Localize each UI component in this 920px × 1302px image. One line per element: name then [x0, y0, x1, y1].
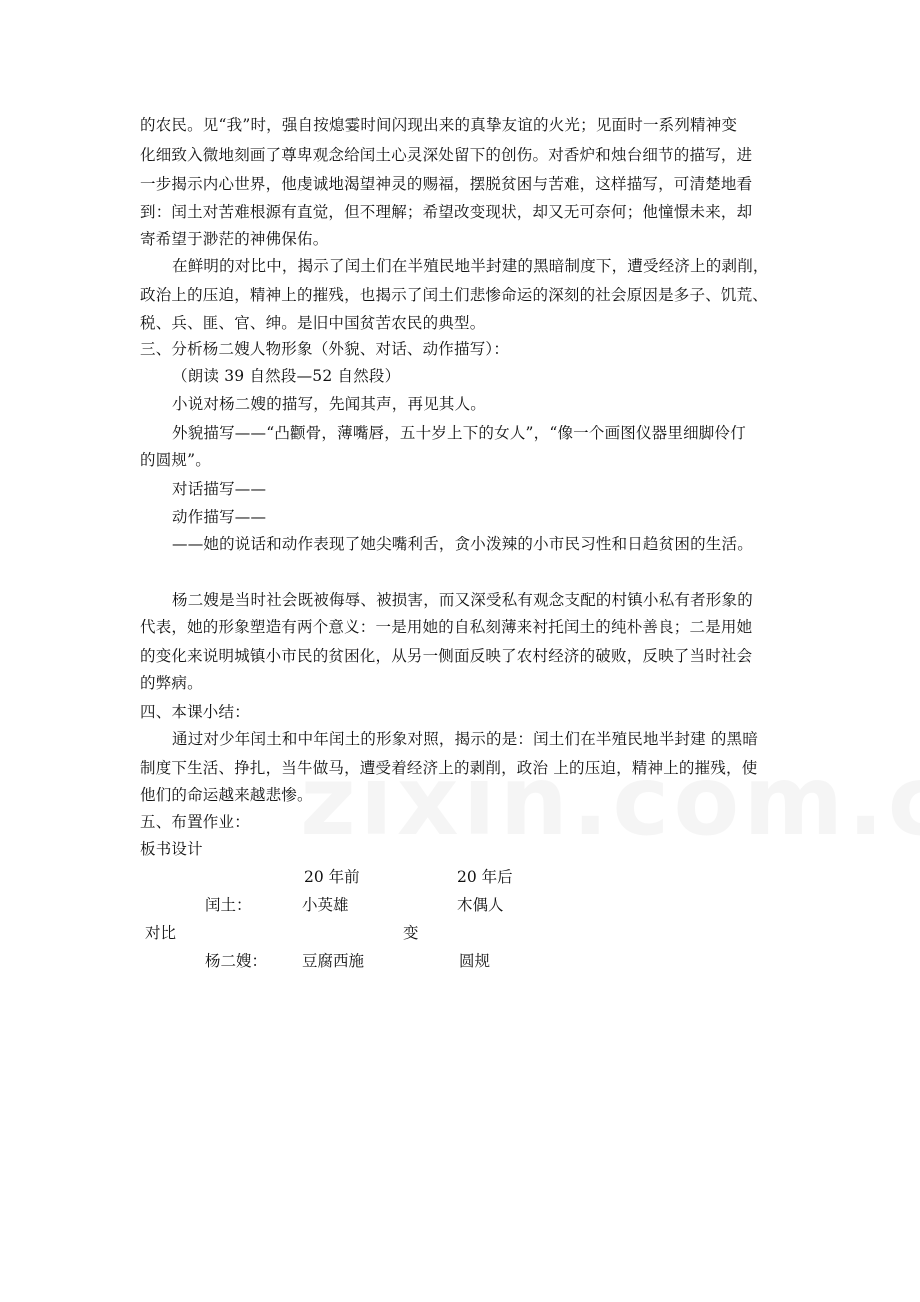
text-line: 税、兵、匪、官、绅。是旧中国贫苦农民的典型。 [140, 314, 486, 332]
board-col-before: 20 年前 [304, 868, 360, 886]
section-heading: 五、布置作业： [140, 813, 250, 831]
text-line: 他们的命运越来越悲惨。 [140, 786, 313, 804]
text-line: 的弊病。 [140, 674, 203, 692]
text-line: 到：闰土对苦难根源有直觉，但不理解；希望改变现状，却又无可奈何；他憧憬未来，却 [140, 203, 753, 221]
text-line: 通过对少年闰土和中年闰土的形象对照，揭示的是：闰土们在半殖民地半封建 的黑暗 [172, 730, 759, 748]
section-heading: 三、分析杨二嫂人物形象（外貌、对话、动作描写）： [140, 340, 510, 358]
board-middle-label: 变 [403, 924, 419, 942]
board-row1-after: 木偶人 [457, 896, 504, 914]
text-line: 一步揭示内心世界，他虔诚地渴望神灵的赐福，摆脱贫困与苦难，这样描写，可清楚地看 [140, 175, 753, 193]
board-col-after: 20 年后 [457, 868, 513, 886]
board-row2-after: 圆规 [459, 952, 491, 970]
section-heading: 四、本课小结： [140, 703, 250, 721]
text-line: 代表，她的形象塑造有两个意义：一是用她的自私刻薄来衬托闰土的纯朴善良；二是用她 [140, 618, 753, 636]
text-line: 小说对杨二嫂的描写，先闻其声，再见其人。 [172, 395, 487, 413]
board-row1-label: 闰土： [205, 896, 252, 914]
text-line: 政治上的压迫，精神上的摧残，也揭示了闰土们悲惨命运的深刻的社会原因是多子、饥荒、 [140, 286, 769, 304]
board-row2-label: 杨二嫂： [205, 952, 268, 970]
board-row2-before: 豆腐西施 [302, 952, 365, 970]
board-left-label: 对比 [145, 924, 177, 942]
board-row1-before: 小英雄 [302, 896, 349, 914]
text-line: 外貌描写——“凸颧骨，薄嘴唇，五十岁上下的女人”，“像一个画图仪器里细脚伶仃 [172, 424, 746, 442]
text-line: 在鲜明的对比中，揭示了闰土们在半殖民地半封建的黑暗制度下，遭受经济上的剥削， [172, 257, 769, 275]
text-line: 的变化来说明城镇小市民的贫困化，从另一侧面反映了农村经济的破败，反映了当时社会 [140, 647, 753, 665]
text-line: 动作描写—— [172, 508, 267, 526]
text-line: 制度下生活、挣扎，当牛做马，遭受着经济上的剥削，政治 上的压迫，精神上的摧残，使 [140, 759, 758, 777]
section-heading: 板书设计 [140, 840, 203, 858]
text-line: ——她的说话和动作表现了她尖嘴利舌，贪小泼辣的小市民习性和日趋贫困的生活。 [172, 535, 753, 553]
text-line: 对话描写—— [172, 480, 267, 498]
text-line: （朗读 39 自然段—52 自然段） [172, 367, 401, 385]
text-line: 寄希望于渺茫的神佛保佑。 [140, 230, 329, 248]
text-line: 的农民。见“我”时，强自按熄霎时间闪现出来的真挚友谊的火光；见面时一系列精神变 [140, 116, 738, 134]
text-line: 的圆规”。 [140, 451, 211, 469]
text-line: 杨二嫂是当时社会既被侮辱、被损害，而又深受私有观念支配的村镇小私有者形象的 [172, 591, 753, 609]
text-line: 化细致入微地刻画了尊卑观念给闰土心灵深处留下的创伤。对香炉和烛台细节的描写，进 [140, 146, 753, 164]
